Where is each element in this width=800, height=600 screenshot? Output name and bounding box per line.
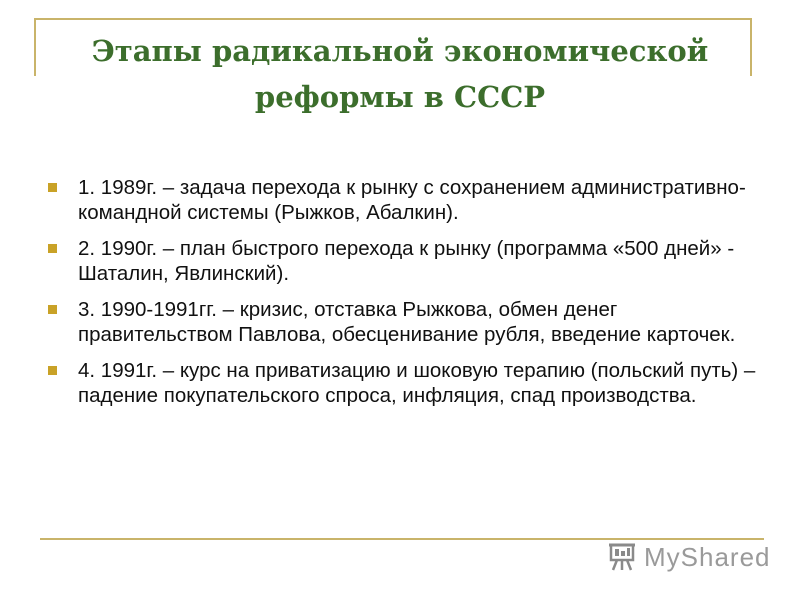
list-item xyxy=(48,297,763,347)
bullet-text: 1. 1989г. – задача перехода к рынку с сохранением административно-командной системы (Рыжков, Абалкин). xyxy=(78,176,746,224)
frame-line-left xyxy=(34,18,36,76)
square-bullet-icon xyxy=(48,366,57,375)
list-item xyxy=(48,358,763,408)
bullet-text: 2. 1990г. – план быстрого перехода к рынку (программа «500 дней» - Шаталин, Явлинский). xyxy=(78,237,735,285)
frame-line-right xyxy=(750,18,752,76)
list-item xyxy=(48,175,763,225)
bullet-list xyxy=(48,175,763,419)
slide-title: Этапы радикальной экономической реформы в СССР xyxy=(91,34,709,114)
presentation-board-icon xyxy=(608,542,638,572)
watermark-text: MyShared xyxy=(644,541,771,572)
bullet-text: 3. 1990-1991гг. – кризис, отставка Рыжкова, обмен денег правительством Павлова, обесценивание рубля, введение карточек. xyxy=(78,298,736,346)
square-bullet-icon xyxy=(48,244,57,253)
frame-line-top xyxy=(34,18,752,20)
watermark-logo xyxy=(608,540,771,574)
square-bullet-icon xyxy=(48,305,57,314)
bullet-text: 4. 1991г. – курс на приватизацию и шоковую терапию (польский путь) – падение покупательского спроса, инфляция, спад производства. xyxy=(78,359,756,407)
square-bullet-icon xyxy=(48,183,57,192)
list-item xyxy=(48,236,763,286)
